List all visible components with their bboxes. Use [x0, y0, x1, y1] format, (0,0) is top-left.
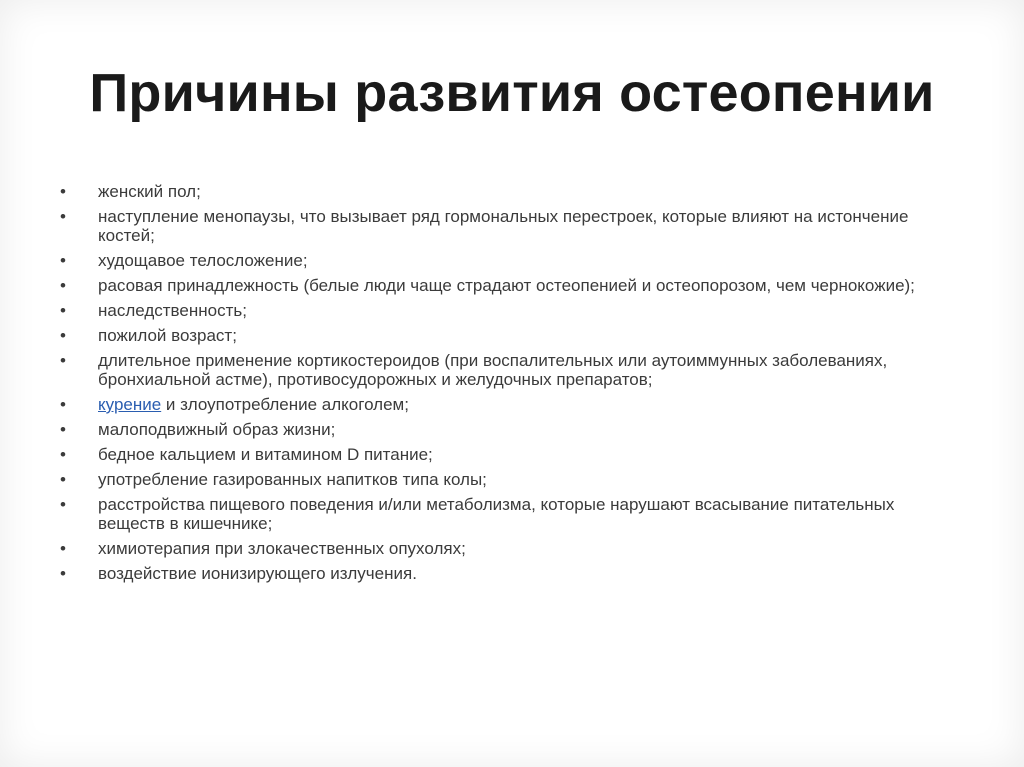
list-item — [60, 539, 960, 558]
bullet-icon: • — [60, 395, 66, 414]
list-item-text: воздействие ионизирующего излучения. — [98, 564, 417, 583]
list-item-text: худощавое телосложение; — [98, 251, 308, 270]
list-item — [60, 276, 960, 295]
list-item — [60, 207, 960, 245]
list-item-text: химиотерапия при злокачественных опухолях; — [98, 539, 466, 558]
list-item-text: малоподвижный образ жизни; — [98, 420, 336, 439]
list-item-text: пожилой возраст; — [98, 326, 237, 345]
bullet-icon: • — [60, 445, 66, 464]
list-item — [60, 182, 960, 201]
bullet-icon: • — [60, 326, 66, 345]
bullet-icon: • — [60, 420, 66, 439]
bullet-icon: • — [60, 470, 66, 489]
bullet-icon: • — [60, 207, 66, 226]
bullet-list — [60, 182, 960, 589]
list-item-text: длительное применение кортикостероидов (при воспалительных или аутоиммунных заболеваниях, бронхиальной астме), противосудорожных и желудочных препаратов; — [98, 351, 888, 389]
list-item — [60, 351, 960, 389]
list-item-text: наследственность; — [98, 301, 247, 320]
list-item — [60, 420, 960, 439]
list-item — [60, 326, 960, 345]
bullet-icon: • — [60, 182, 66, 201]
list-item-text: наступление менопаузы, что вызывает ряд гормональных перестроек, которые влияют на истончение костей; — [98, 207, 909, 245]
list-item-text: расовая принадлежность (белые люди чаще страдают остеопенией и остеопорозом, чем чернокожие); — [98, 276, 915, 295]
list-item-text: расстройства пищевого поведения и/или метаболизма, которые нарушают всасывание питательных веществ в кишечнике; — [98, 495, 895, 533]
list-item — [60, 251, 960, 270]
list-item — [60, 445, 960, 464]
bullet-icon: • — [60, 251, 66, 270]
list-item-text: употребление газированных напитков типа колы; — [98, 470, 487, 489]
list-item — [60, 470, 960, 489]
list-item — [60, 301, 960, 320]
smoking-link[interactable]: курение — [98, 395, 162, 414]
list-item-text: и злоупотребление алкоголем; — [161, 395, 409, 414]
list-item — [60, 395, 960, 414]
list-item — [60, 495, 960, 533]
list-item — [60, 564, 960, 583]
bullet-icon: • — [60, 564, 66, 583]
slide-title: Причины развития остеопении — [89, 63, 935, 123]
bullet-icon: • — [60, 539, 66, 558]
bullet-icon: • — [60, 276, 66, 295]
bullet-icon: • — [60, 351, 66, 370]
list-item-text: бедное кальцием и витамином D питание; — [98, 445, 433, 464]
bullet-icon: • — [60, 301, 66, 320]
list-item-text: женский пол; — [98, 182, 201, 201]
bullet-icon: • — [60, 495, 66, 514]
